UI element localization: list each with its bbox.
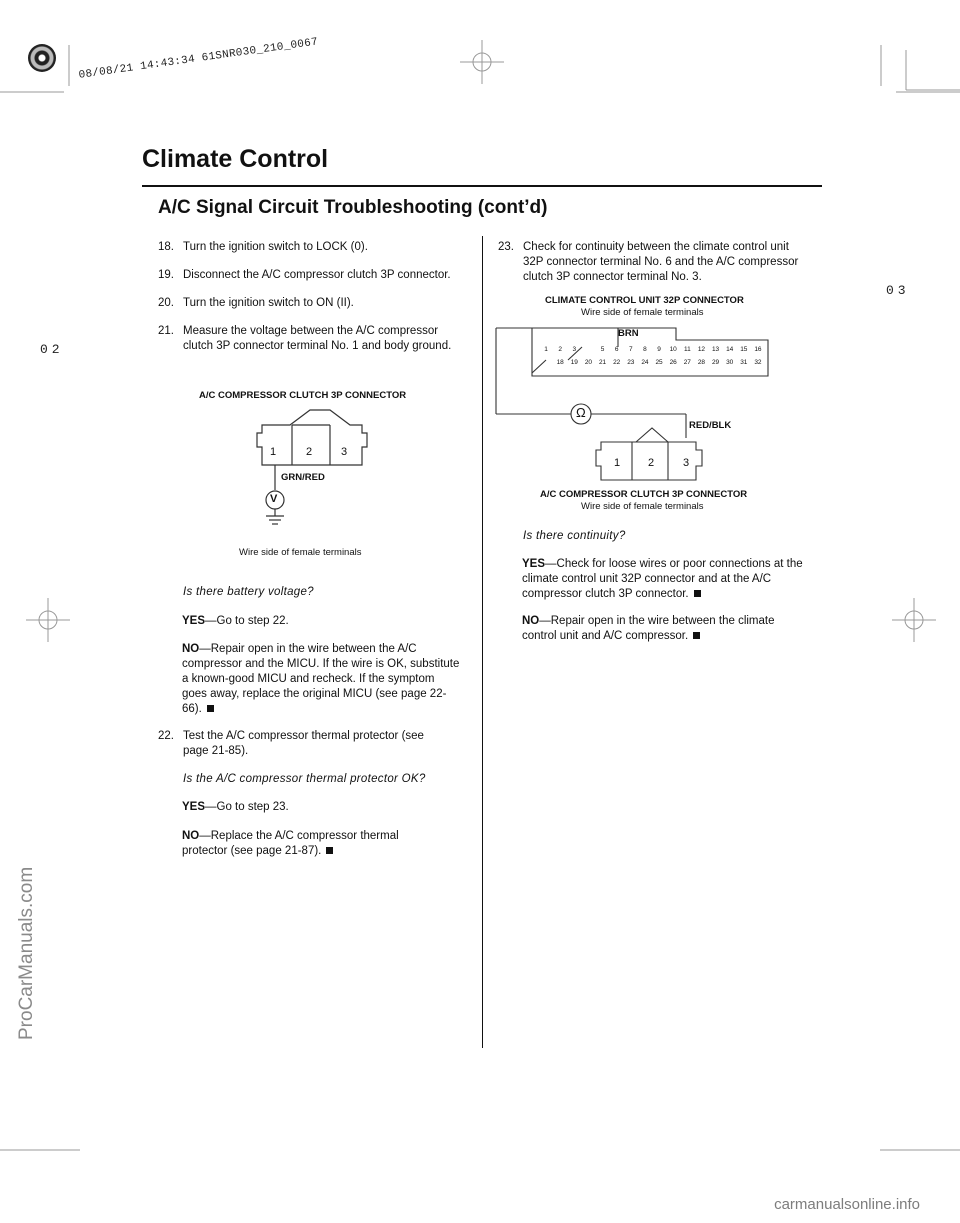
pin-5: 5 — [600, 346, 605, 353]
step-21: 21. Measure the voltage between the A/C compressor clutch 3P connector terminal No. 1 and body ground. — [158, 325, 452, 352]
step-18: 18. Turn the ignition switch to LOCK (0). — [158, 241, 368, 253]
pin-empty — [581, 346, 595, 353]
pin-empty — [539, 359, 553, 366]
pin-28: 28 — [697, 359, 706, 366]
step-20: 20. Turn the ignition switch to ON (II). — [158, 297, 354, 309]
answer-no-3: NO—Repair open in the wire between the climate control unit and A/C compressor. — [522, 615, 775, 642]
end-mark-icon — [693, 632, 700, 639]
pin-1: 1 — [544, 346, 548, 353]
pin-13: 13 — [711, 346, 720, 353]
figure2-bottom-title: A/C COMPRESSOR CLUTCH 3P CONNECTOR — [540, 489, 748, 500]
answer-yes-3: YES—Check for loose wires or poor connections at the climate control unit 32P connector and at the A/C compressor clutch 3P connector. — [522, 558, 803, 600]
pin-12: 12 — [697, 346, 706, 353]
watermark-side: ProCarManuals.com — [16, 866, 37, 1040]
pin-2: 2 — [558, 346, 562, 353]
figure2-top-title: CLIMATE CONTROL UNIT 32P CONNECTOR — [545, 295, 744, 306]
registration-bullseye-icon — [28, 44, 56, 72]
answer-no-1: NO—Repair open in the wire between the A/C compressor and the MICU. If the wire is OK, substitute a known-good MICU and recheck. If the symptom goes away, replace the original MICU (see page 22-66). — [182, 643, 460, 715]
figure1-connector-diagram — [250, 400, 380, 530]
pin-18: 18 — [556, 359, 564, 366]
pin-24: 24 — [641, 359, 649, 366]
pin-30: 30 — [726, 359, 734, 366]
pin-10: 10 — [669, 346, 677, 353]
page-mark-left: 02 — [40, 342, 64, 357]
pin-22: 22 — [613, 359, 621, 366]
figure1-pin-3: 3 — [341, 446, 348, 458]
step-23: 23. Check for continuity between the climate control unit 32P connector terminal No. 6 and the A/C compressor clutch 3P connector terminal No. 3. — [498, 241, 799, 283]
pin-23: 23 — [627, 359, 635, 366]
pin-20: 20 — [584, 359, 593, 366]
answer-yes-2: YES—Go to step 23. — [182, 801, 289, 813]
end-mark-icon — [694, 590, 701, 597]
pin-6: 6 — [614, 346, 619, 353]
figure1-caption: Wire side of female terminals — [239, 547, 362, 558]
question-thermal-protector: Is the A/C compressor thermal protector OK? — [183, 773, 426, 785]
pin-15: 15 — [740, 346, 748, 353]
question-battery-voltage: Is there battery voltage? — [183, 586, 314, 598]
section-title: A/C Signal Circuit Troubleshooting (cont’d) — [158, 197, 548, 218]
pin-8: 8 — [643, 346, 647, 353]
page-mark-right: 03 — [886, 283, 910, 298]
figure1-pin-2: 2 — [306, 446, 313, 458]
figure2-pin-2: 2 — [648, 457, 655, 469]
figure2-pin-3: 3 — [683, 457, 690, 469]
pin-16: 16 — [754, 346, 762, 353]
pin-11: 11 — [683, 346, 691, 353]
pin-3: 3 — [572, 346, 577, 353]
figure2-wire-top: BRN — [618, 328, 639, 339]
pin-9: 9 — [657, 346, 661, 353]
figure2-pin-1: 1 — [614, 457, 621, 469]
voltmeter-icon: V — [270, 493, 278, 505]
question-continuity: Is there continuity? — [523, 530, 626, 542]
page-title: Climate Control — [142, 145, 329, 173]
pin-27: 27 — [683, 359, 691, 366]
watermark-footer: carmanualsonline.info — [774, 1196, 920, 1213]
column-divider — [482, 236, 483, 1048]
figure1-connector-title: A/C COMPRESSOR CLUTCH 3P CONNECTOR — [199, 390, 407, 401]
end-mark-icon — [207, 705, 214, 712]
pin-14: 14 — [726, 346, 734, 353]
ohmmeter-icon: Ω — [576, 405, 586, 420]
step-22: 22. Test the A/C compressor thermal protector (see page 21-85). — [158, 730, 424, 757]
pin-25: 25 — [655, 359, 663, 366]
figure2-wire-bottom: RED/BLK — [689, 420, 732, 431]
figure1-wire-label: GRN/RED — [281, 472, 325, 483]
answer-no-2: NO—Replace the A/C compressor thermal protector (see page 21-87). — [182, 830, 399, 857]
pin-26: 26 — [669, 359, 677, 366]
pin-19: 19 — [570, 359, 578, 366]
step-19: 19. Disconnect the A/C compressor clutch 3P connector. — [158, 269, 451, 281]
pin-7: 7 — [629, 346, 633, 353]
figure1-pin-1: 1 — [270, 446, 277, 458]
pin-32: 32 — [754, 359, 762, 366]
connector-32p-grid — [539, 346, 765, 366]
pin-21: 21 — [598, 359, 607, 366]
pin-31: 31 — [740, 359, 748, 366]
pin-29: 29 — [711, 359, 720, 366]
figure2-bottom-caption: Wire side of female terminals — [581, 501, 704, 512]
answer-yes-1: YES—Go to step 22. — [182, 615, 289, 627]
title-rule — [142, 185, 822, 187]
end-mark-icon — [326, 847, 333, 854]
figure2-top-caption: Wire side of female terminals — [581, 307, 704, 318]
print-stamp: 08/08/21 14:43:34 61SNR030_210_0067 — [78, 36, 319, 82]
